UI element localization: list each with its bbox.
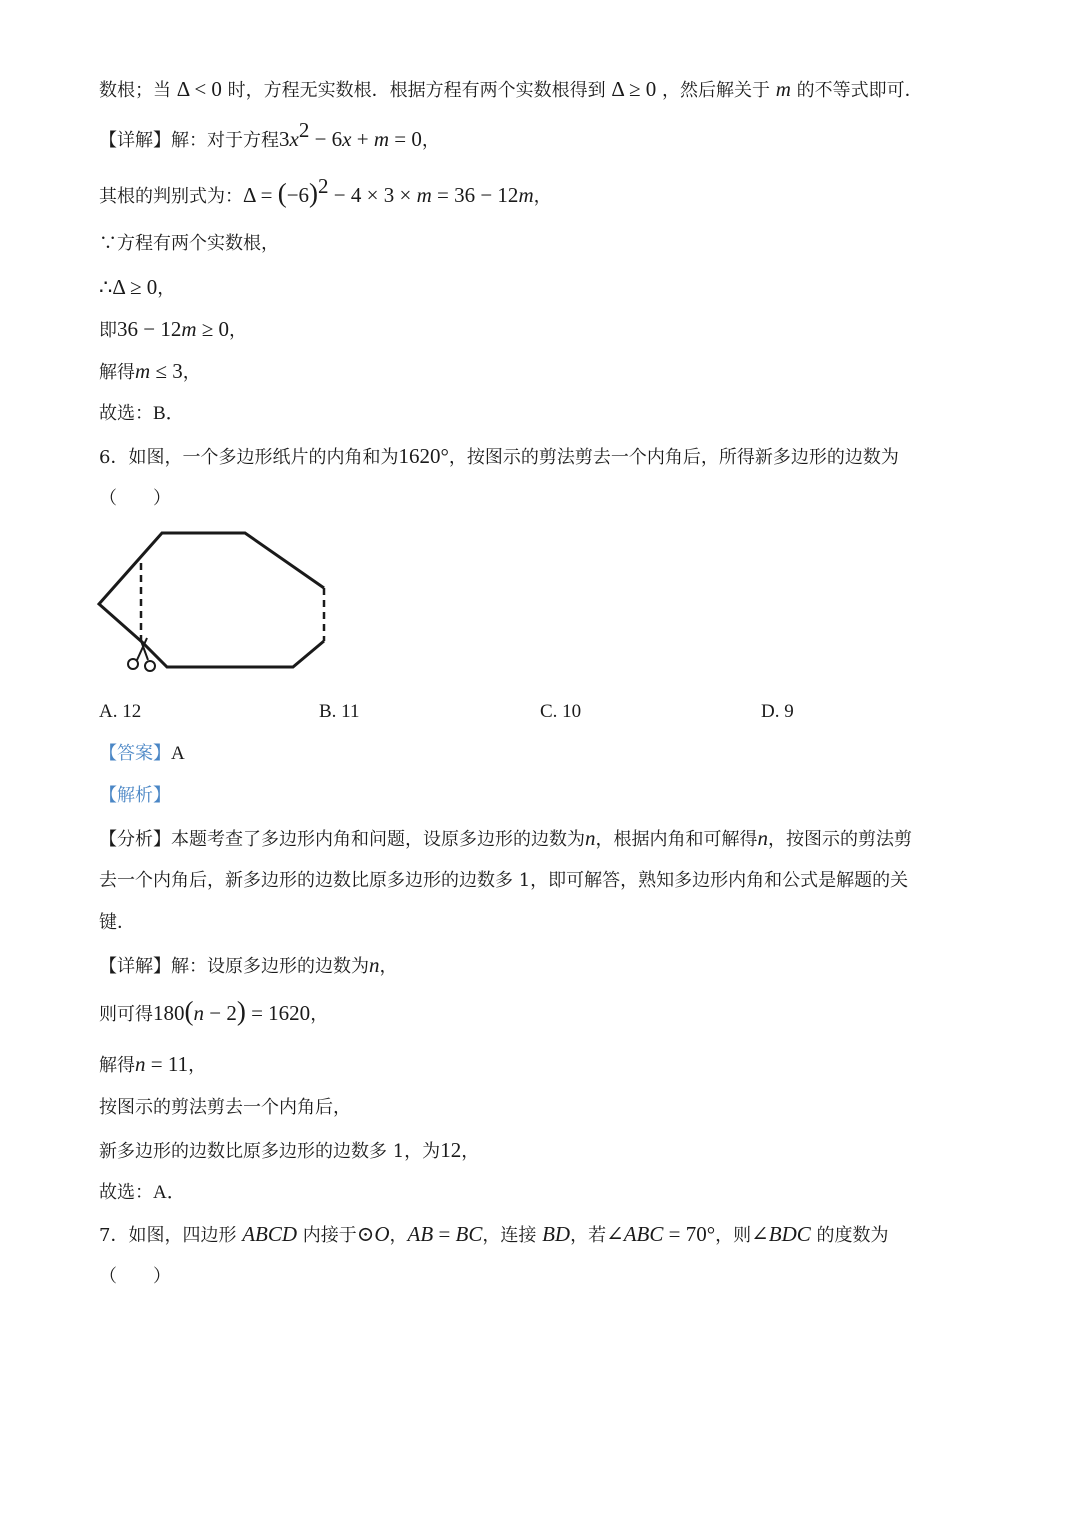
math: ≤ 3: [150, 359, 183, 383]
question-7-paren: （ ）: [99, 1266, 171, 1287]
text: ，则: [715, 1225, 752, 1246]
text: 即: [99, 320, 117, 341]
option-a: A. 12: [99, 701, 142, 722]
math: =: [433, 1222, 456, 1246]
question-6-paren: （ ）: [99, 488, 171, 509]
math: − 4 × 3 ×: [328, 183, 417, 207]
text: 的度数为: [810, 1225, 889, 1246]
math-var: BC: [455, 1222, 483, 1246]
math-var-m: m: [181, 317, 197, 341]
text: 6．如图，一个多边形纸片的内角和为: [99, 447, 399, 468]
text: 数根；当: [99, 80, 171, 101]
math-var: BD: [542, 1222, 571, 1246]
math: = 1620: [245, 1001, 311, 1025]
math-var-m: m: [135, 359, 151, 383]
math: ∴Δ ≥ 0: [99, 275, 158, 299]
analysis-tag: 【解析】: [99, 785, 171, 806]
math-var-m: m: [775, 77, 791, 101]
math-var: AB: [407, 1222, 434, 1246]
text: 时，方程无实数根．根据方程有两个实数根得到: [227, 80, 606, 101]
fenxi-line-2: 去一个内角后，新多边形的边数比原多边形的边数多 1，即可解答，熟知多边形内角和公式是解题的关: [99, 870, 909, 891]
detail-line-4: 按图示的剪法剪去一个内角后，: [99, 1097, 351, 1118]
text: ，: [461, 1141, 480, 1162]
detail-line-3: [99, 1051, 206, 1079]
answer-letter: B．: [153, 403, 185, 424]
detail-line-1: [99, 952, 398, 980]
math: = 70°: [663, 1222, 716, 1246]
text: ，: [379, 956, 398, 977]
detail-line-6: [99, 1180, 186, 1206]
text: ，按图示的剪法剪: [768, 829, 912, 850]
option-c: C. 10: [540, 701, 582, 722]
text: 解：对于方程: [171, 130, 279, 151]
math: +: [351, 127, 374, 151]
detail-tag: 【详解】: [99, 956, 171, 977]
fenxi-line-1: [99, 825, 912, 853]
math-paren: ): [236, 996, 246, 1026]
question-7-stem: [99, 1221, 888, 1249]
option-b: B. 11: [319, 701, 360, 722]
math-var-n: n: [135, 1052, 146, 1076]
text: ，: [533, 186, 552, 207]
answer-line: [99, 741, 185, 767]
option-d: D. 9: [761, 701, 794, 722]
math-var-n: n: [757, 826, 768, 850]
text: 故选：: [99, 1182, 153, 1203]
text: ，若: [570, 1225, 607, 1246]
text: ，: [310, 1004, 329, 1025]
text: 故选：: [99, 403, 153, 424]
math-paren: (: [184, 996, 194, 1026]
fenxi-line-3: 键．: [99, 912, 135, 933]
math-var: ABC: [623, 1222, 664, 1246]
text: 解得: [99, 362, 135, 383]
text: ，连接: [482, 1225, 543, 1246]
math-var-x: x: [342, 127, 352, 151]
because-line: ∵方程有两个实数根，: [99, 233, 279, 254]
answer-value: A: [171, 743, 185, 764]
math-var-m: m: [416, 183, 432, 207]
text: 7．如图，四边形: [99, 1225, 243, 1246]
math-angle-sum: 1620°: [398, 444, 449, 468]
text: 新多边形的边数比原多边形的边数多 1，为: [99, 1141, 441, 1162]
math: 180: [153, 1001, 185, 1025]
math: ≥ 0: [196, 317, 230, 341]
math-var-m: m: [518, 183, 534, 207]
text: 内接于: [297, 1225, 357, 1246]
math-paren: (: [277, 178, 287, 208]
scissors-icon: [128, 638, 155, 671]
math: Δ =: [243, 183, 278, 207]
math: = 0: [389, 127, 422, 151]
angle-symbol: ∠: [751, 1222, 769, 1246]
math: 36 − 12: [117, 317, 182, 341]
answer-letter: A．: [153, 1182, 186, 1203]
math-exponent: 2: [298, 118, 310, 142]
text: ，: [421, 130, 440, 151]
math-delta-lt-zero: Δ < 0: [176, 77, 222, 101]
math-var-m: m: [373, 127, 390, 151]
text: ，: [229, 320, 248, 341]
text: ，: [182, 362, 201, 383]
text: ，根据内角和可解得: [595, 829, 758, 850]
text: ，: [157, 278, 176, 299]
math: 3: [279, 127, 290, 151]
text: ，: [389, 1225, 408, 1246]
detail-line-5: [99, 1137, 479, 1165]
math: −6: [286, 183, 310, 207]
text: ，按图示的剪法剪去一个内角后，所得新多边形的边数为: [448, 447, 899, 468]
math-var-x: x: [289, 127, 299, 151]
math-delta-ge-zero: Δ ≥ 0: [611, 77, 657, 101]
text: ，: [188, 1055, 207, 1076]
math: = 11: [145, 1052, 189, 1076]
detail-tag: 【详解】: [99, 130, 171, 151]
math: 12: [440, 1138, 462, 1162]
math-var-n: n: [193, 1001, 204, 1025]
text: 其根的判别式为：: [99, 186, 243, 207]
math: − 6: [309, 127, 343, 151]
text: 解：设原多边形的边数为: [171, 956, 369, 977]
math-var: ABCD: [242, 1222, 298, 1246]
math: − 2: [204, 1001, 237, 1025]
text: ，然后解关于: [662, 80, 771, 101]
text: 本题考查了多边形内角和问题，设原多边形的边数为: [171, 829, 585, 850]
math-exponent: 2: [318, 174, 329, 198]
angle-symbol: ∠: [606, 1222, 624, 1246]
text: 解得: [99, 1055, 135, 1076]
math-paren: ): [309, 178, 319, 208]
text: 则可得: [99, 1004, 153, 1025]
math: = 36 − 12: [431, 183, 519, 207]
math-var-n: n: [585, 826, 596, 850]
polygon-solid-edges: [99, 533, 324, 667]
fenxi-tag: 【分析】: [99, 829, 171, 850]
math-var-n: n: [369, 953, 380, 977]
answer-tag: 【答案】: [99, 743, 171, 764]
math-var: O: [374, 1222, 390, 1246]
math-var: BDC: [768, 1222, 811, 1246]
detail-line-2: [99, 998, 328, 1028]
circle-symbol: ⊙: [356, 1222, 375, 1246]
text: 的不等式即可．: [796, 80, 923, 101]
